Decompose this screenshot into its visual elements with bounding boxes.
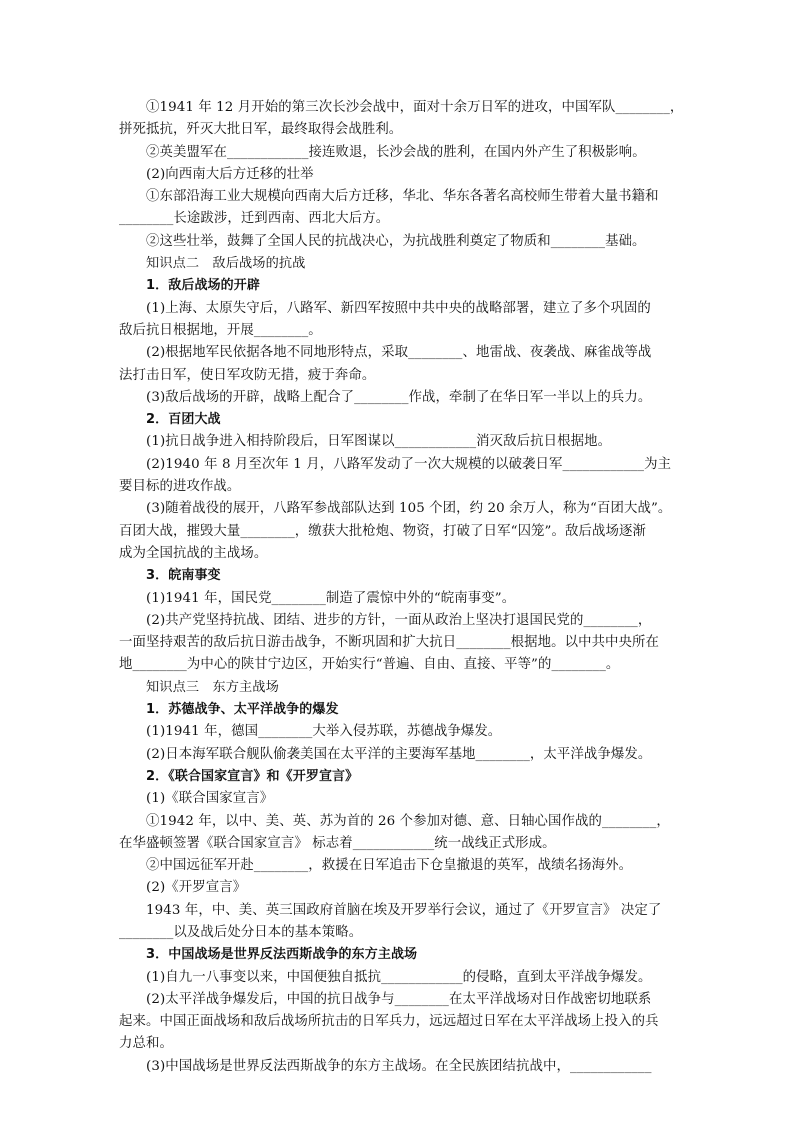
text-line: 力总和。 <box>119 1036 173 1052</box>
text-line: (1)1941 年，德国________大举入侵苏联，苏德战争爆发。 <box>146 724 502 740</box>
text-line: ①1941 年 12 月开始的第三次长沙会战中，面对十余万日军的进攻，中国军队________， <box>146 100 684 115</box>
text-line: (3)随着战役的展开，八路军参战部队达到 105 个团，约 20 余万人，称为“百团大战”。 <box>146 501 672 517</box>
text-line: ②这些壮举，鼓舞了全国人民的抗战决心，为抗战胜利奠定了物质和________基础。 <box>146 233 646 249</box>
subsection-heading: 1．敌后战场的开辟 <box>146 278 260 294</box>
section-heading: 知识点二 敌后战场的抗战 <box>146 256 306 272</box>
text-line: (2)太平洋战争爆发后，中国的抗日战争与________在太平洋战场对日作战密切地联系 <box>146 991 652 1007</box>
text-line: (2)1940 年 8 月至次年 1 月，八路军发动了一次大规模的以破袭日军____________为主 <box>146 456 672 472</box>
text-line: ①1942 年，以中、美、英、苏为首的 26 个参加对德、意、日轴心国作战的________， <box>146 813 670 829</box>
text-line: ②中国远征军开赴________，救援在日军追击下仓皇撤退的英军，战绩名扬海外。 <box>146 858 633 874</box>
text-line: ①东部沿海工业大规模向西南大后方迁移，华北、华东各著名高校师生带着大量书籍和 <box>146 189 659 205</box>
text-line: (1)抗日战争进入相持阶段后，日军图谋以____________消灭敌后抗日根据地。 <box>146 434 612 450</box>
subsection-heading: 3．皖南事变 <box>146 568 221 584</box>
section-heading: 知识点三 东方主战场 <box>146 679 279 695</box>
text-line: 要目标的进攻作战。 <box>119 479 241 495</box>
subsection-heading: 2．《联合国家宣言》和《开罗宣言》 <box>146 768 359 784</box>
text-line: 百团大战，摧毁大量________，缴获大批枪炮、物资，打破了日军“囚笼”。敌后战场逐渐 <box>119 523 646 539</box>
text-line: (1)1941 年，国民党________制造了震惊中外的“皖南事变”。 <box>146 590 516 606</box>
text-line: ________长途跋涉，迁到西南、西北大后方。 <box>119 211 390 227</box>
subsection-heading: 2．百团大战 <box>146 412 221 428</box>
text-line: 法打击日军，使日军攻防无措，疲于奔命。 <box>119 367 376 383</box>
text-line: 成为全国抗战的主战场。 <box>119 545 268 561</box>
text-line: (2)日本海军联合舰队偷袭美国在太平洋的主要海军基地________，太平洋战争爆发。 <box>146 746 652 762</box>
subsection-heading: 1．苏德战争、太平洋战争的爆发 <box>146 702 339 718</box>
subsection-heading: 3．中国战场是世界反法西斯战争的东方主战场 <box>146 947 418 963</box>
text-line: (2)向西南大后方迁移的壮举 <box>146 166 314 182</box>
text-line: 敌后抗日根据地，开展________。 <box>119 322 322 338</box>
text-line: 1943 年，中、美、英三国政府首脑在埃及开罗举行会议，通过了《开罗宣言》 决定了 <box>146 902 662 918</box>
text-line: ②英美盟军在____________接连败退，长沙会战的胜利，在国内外产生了积极影响。 <box>146 144 646 160</box>
text-line: (2)《开罗宣言》 <box>146 880 247 896</box>
text-line: (1)自九一八事变以来，中国便独自抵抗____________的侵略，直到太平洋战争爆发。 <box>146 969 652 985</box>
text-line: 起来。中国正面战场和敌后战场所抗击的日军兵力，远远超过日军在太平洋战场上投入的兵 <box>119 1014 659 1030</box>
text-line: 一面坚持艰苦的敌后抗日游击战争，不断巩固和扩大抗日________根据地。以中共中央所在 <box>119 635 660 651</box>
text-line: (2)根据地军民依据各地不同地形特点，采取________、地雷战、夜袭战、麻雀战等战 <box>146 345 652 361</box>
text-line: (3)敌后战场的开辟，战略上配合了________作战，牵制了在华日军一半以上的兵力。 <box>146 389 652 405</box>
text-line: 地________为中心的陕甘宁边区，开始实行“普遍、自由、直接、平等”的________。 <box>119 657 620 673</box>
text-line: (1)上海、太原失守后，八路军、新四军按照中共中央的战略部署，建立了多个巩固的 <box>146 300 651 316</box>
text-line: (3)中国战场是世界反法西斯战争的东方主战场。在全民族团结抗战中，____________ <box>146 1058 652 1074</box>
text-line: 拼死抵抗，歼灭大批日军，最终取得会战胜利。 <box>119 122 403 138</box>
text-line: (2)共产党坚持抗战、团结、进步的方针，一面从政治上坚决打退国民党的________， <box>146 612 652 628</box>
text-line: (1)《联合国家宣言》 <box>146 791 274 807</box>
text-line: 在华盛顿签署《联合国家宣言》 标志着____________统一战线正式形成。 <box>119 835 556 851</box>
document-page <box>119 97 684 1078</box>
text-line: ________以及战后处分日本的基本策略。 <box>119 924 363 940</box>
